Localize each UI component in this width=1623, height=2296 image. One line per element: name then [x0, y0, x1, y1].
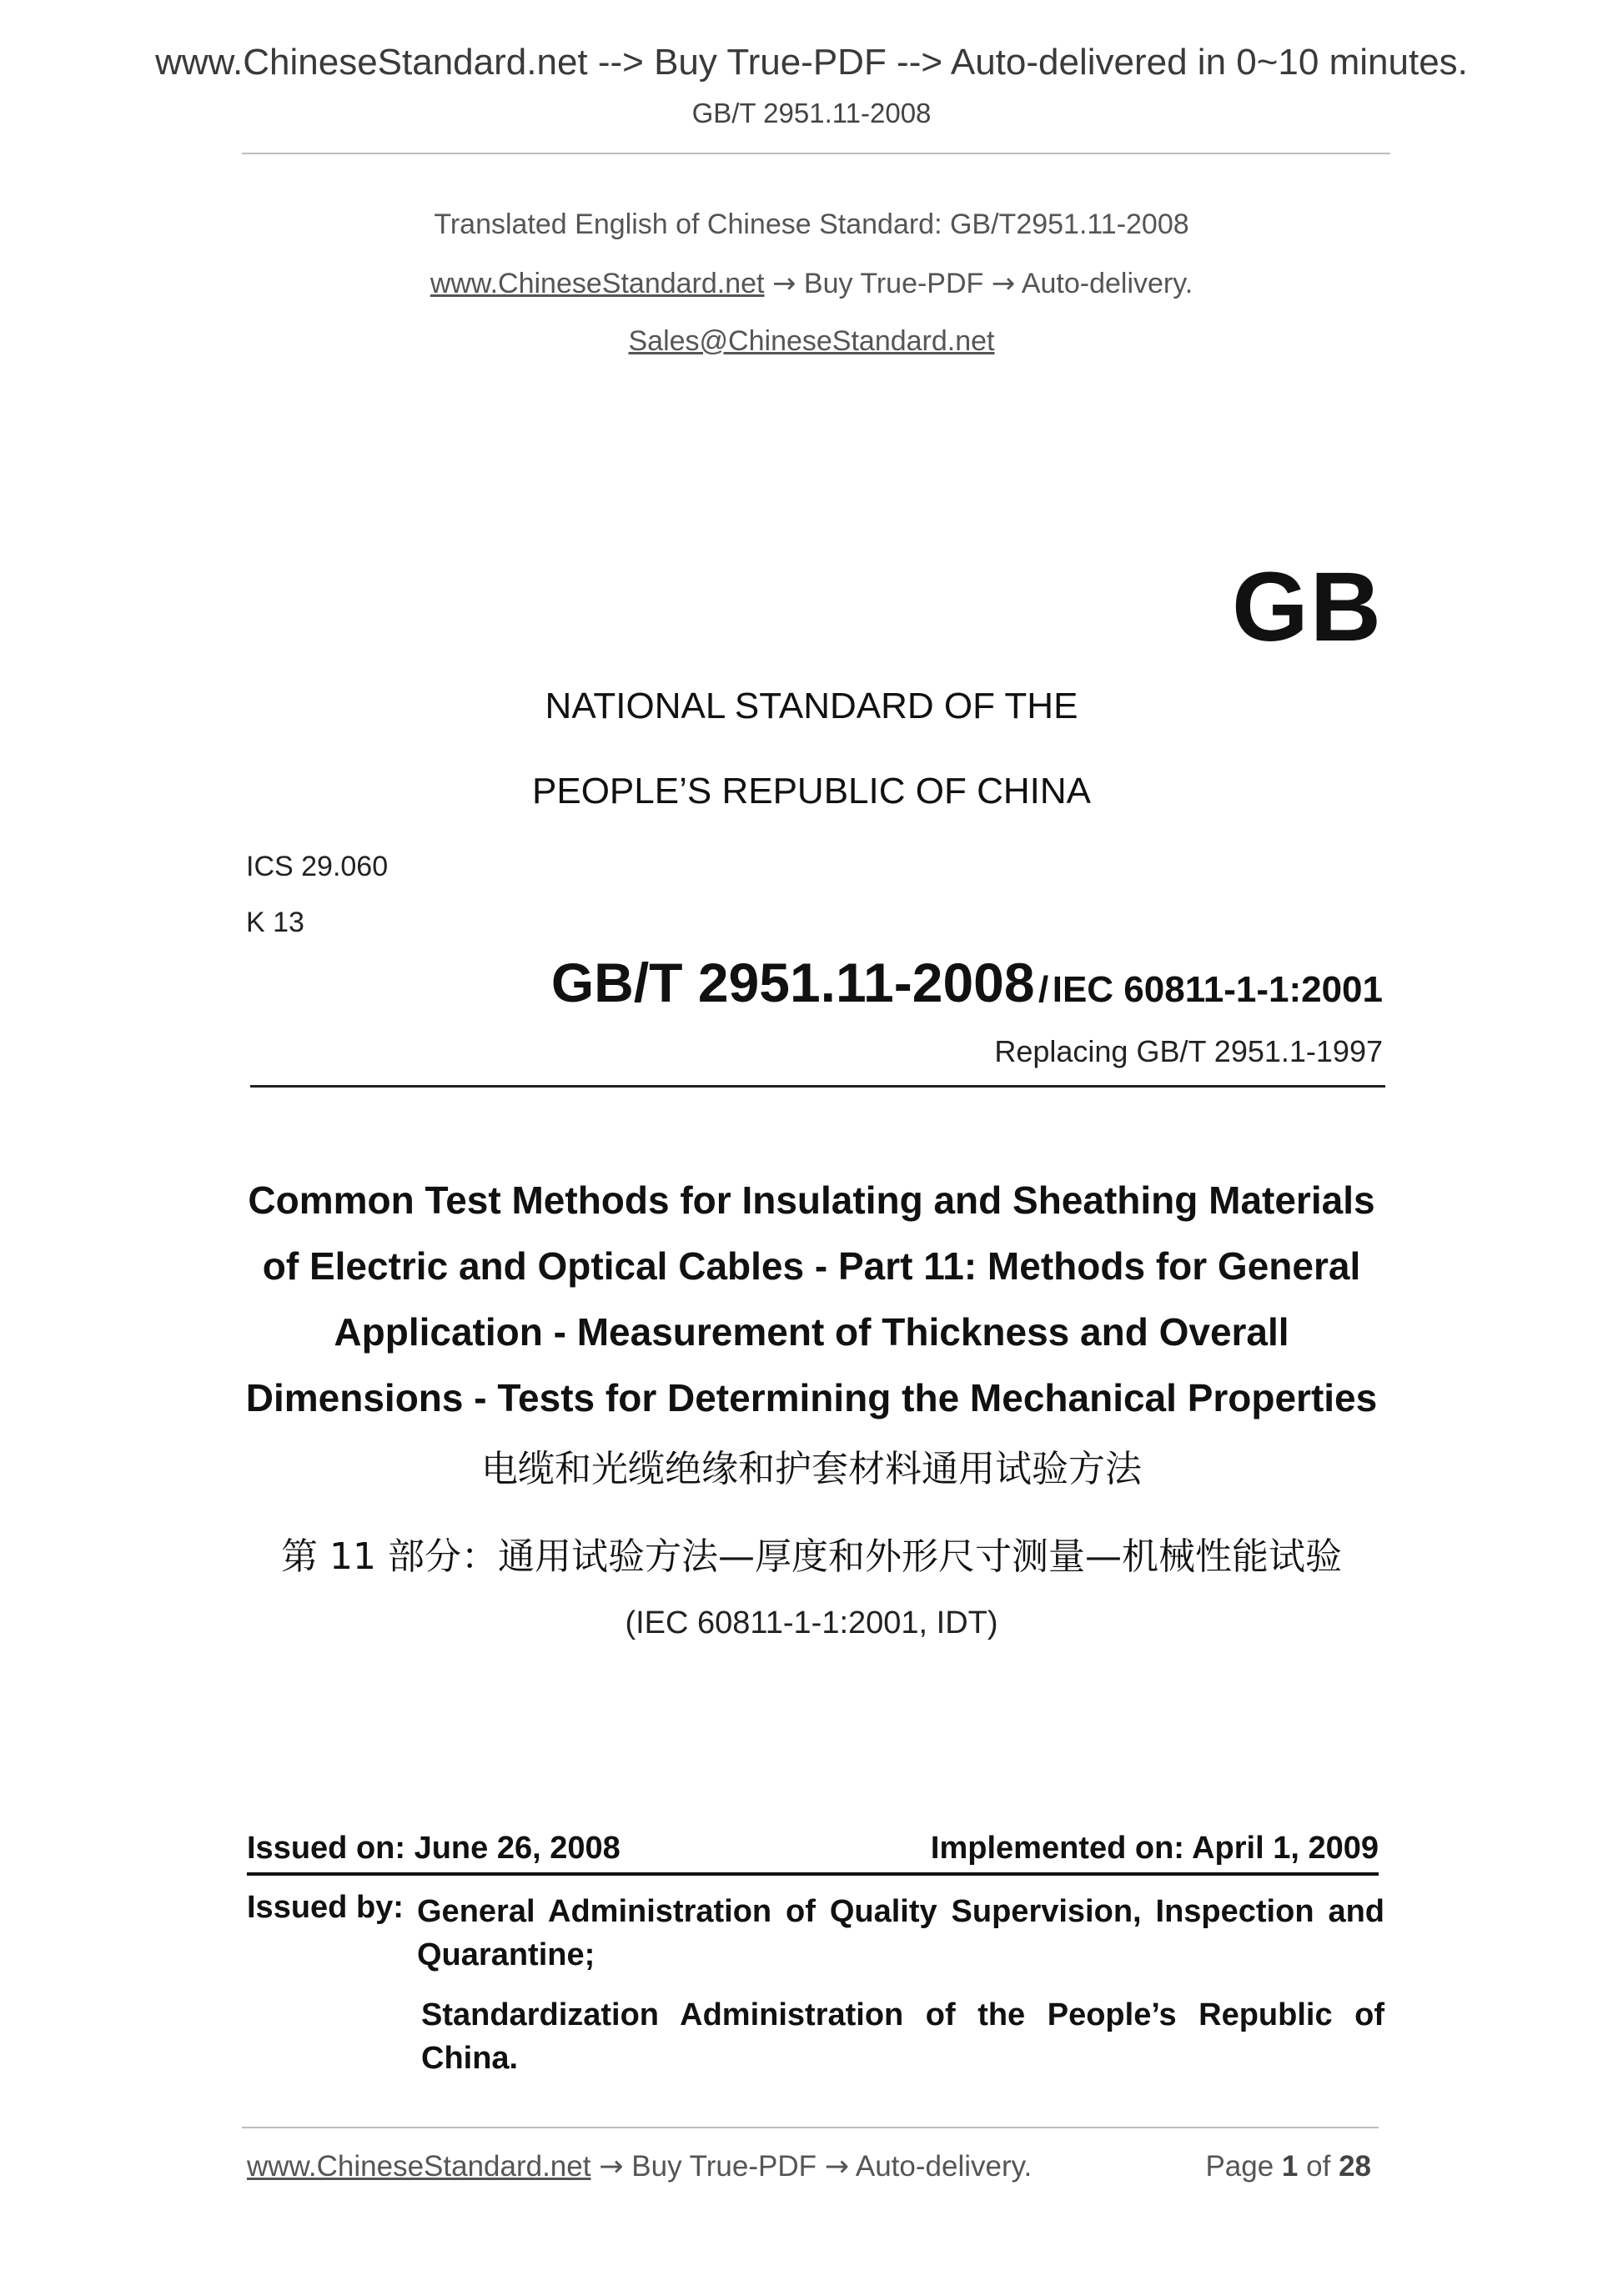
implemented-on-date: Implemented on: April 1, 2009 — [930, 1831, 1379, 1866]
replacing-note: Replacing GB/T 2951.1-1997 — [994, 1034, 1383, 1068]
issued-on-date: Issued on: June 26, 2008 — [247, 1831, 621, 1866]
sales-email-link[interactable]: Sales@ChineseStandard.net — [628, 325, 995, 357]
standard-divider — [250, 1085, 1385, 1088]
footer-buy-text: Buy True-PDF — [631, 2150, 817, 2183]
page-label: Page — [1205, 2150, 1274, 2183]
header-divider — [242, 153, 1390, 154]
number-separator: / — [1038, 969, 1049, 1010]
arrow-right-icon: → — [599, 2150, 624, 2183]
footer-site-link[interactable]: www.ChineseStandard.net — [247, 2150, 591, 2183]
issuer-aqsiq: General Administration of Quality Supervision, Inspection and Quarantine; — [417, 1894, 1384, 1972]
standard-number — [551, 951, 1383, 1014]
header-standard-code: GB/T 2951.11-2008 — [691, 98, 932, 128]
national-standard-line2: PEOPLE’S REPUBLIC OF CHINA — [532, 771, 1091, 811]
iec-number: IEC 60811-1-1:2001 — [1052, 969, 1383, 1010]
translation-line: Translated English of Chinese Standard: GB/T2951.11-2008 — [434, 208, 1189, 240]
top-banner: www.ChineseStandard.net --> Buy True-PDF --> Auto-delivered in 0~10 minutes. — [155, 42, 1468, 83]
gb-number: GB/T 2951.11-2008 — [550, 952, 1035, 1013]
ics-code: ICS 29.060 — [246, 851, 389, 882]
chinese-title-line1: 电缆和光缆绝缘和护套材料通用试验方法 — [481, 1448, 1142, 1490]
chinese-title-line2: 第 11 部分：通用试验方法—厚度和外形尺寸测量—机械性能试验 — [281, 1535, 1342, 1578]
classification-code: K 13 — [246, 907, 304, 938]
footer-purchase-line — [247, 2150, 1032, 2183]
page-indicator — [1205, 2150, 1371, 2183]
issued-by-label: Issued by: — [247, 1890, 404, 1925]
page-number: 1 — [1281, 2150, 1299, 2183]
purchase-line — [0, 267, 1623, 300]
site-link[interactable]: www.ChineseStandard.net — [430, 268, 765, 299]
arrow-right-icon: → — [771, 267, 796, 300]
title-line: Common Test Methods for Insulating and Sheathing Materials — [248, 1178, 1375, 1222]
english-title — [0, 1168, 1623, 1431]
issuer-sac: Standardization Administration of the People’s Republic of China. — [421, 1997, 1384, 2076]
buy-text: Buy True-PDF — [803, 268, 984, 299]
iec-equivalence: (IEC 60811-1-1:2001, IDT) — [625, 1605, 998, 1640]
gb-logo: GB — [1232, 552, 1383, 662]
of-label: of — [1306, 2150, 1331, 2183]
title-line: of Electric and Optical Cables - Part 11: Methods for General — [262, 1244, 1361, 1288]
national-standard-line1: NATIONAL STANDARD OF THE — [545, 686, 1078, 726]
title-line: Application - Measurement of Thickness and Overall — [334, 1310, 1289, 1354]
arrow-right-icon: → — [991, 267, 1016, 300]
arrow-right-icon: → — [824, 2150, 850, 2183]
title-line: Dimensions - Tests for Determining the Mechanical Properties — [245, 1376, 1378, 1419]
footer-delivery-text: Auto-delivery. — [855, 2150, 1033, 2183]
issuance-divider — [247, 1872, 1379, 1876]
sales-email-line — [0, 325, 1623, 358]
page-total: 28 — [1339, 2150, 1371, 2183]
delivery-text: Auto-delivery. — [1021, 268, 1193, 299]
footer-divider — [242, 2127, 1379, 2128]
